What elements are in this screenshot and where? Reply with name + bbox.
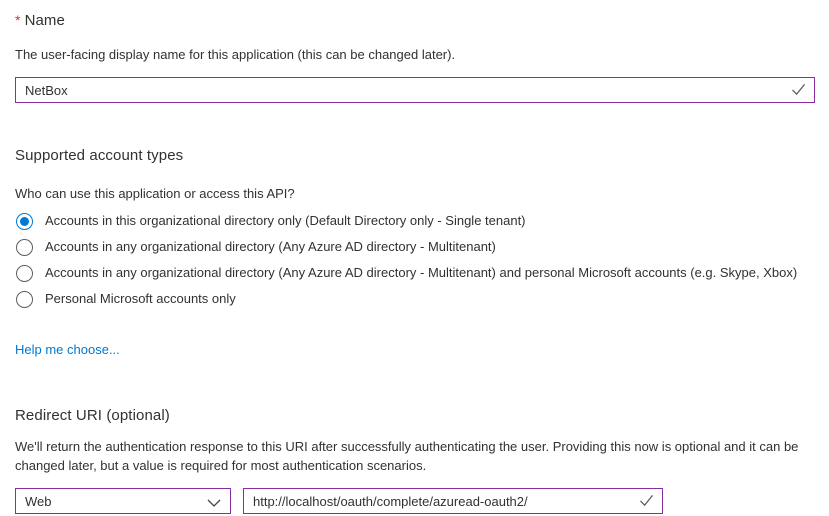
redirect-uri-input-wrap bbox=[243, 488, 663, 514]
radio-option-label: Personal Microsoft accounts only bbox=[45, 291, 236, 306]
radio-button-icon bbox=[16, 291, 33, 308]
radio-option-label: Accounts in this organizational directory only (Default Directory only - Single tenant) bbox=[45, 213, 526, 228]
platform-dropdown[interactable] bbox=[15, 488, 231, 514]
name-title-text: Name bbox=[24, 12, 65, 29]
radio-button-icon bbox=[16, 239, 33, 256]
name-input-wrap bbox=[15, 77, 815, 103]
name-description: The user-facing display name for this application (this can be changed later). bbox=[15, 47, 456, 62]
chevron-down-icon bbox=[207, 499, 221, 507]
redirect-uri-row bbox=[15, 488, 815, 514]
account-types-radio-group bbox=[15, 212, 815, 308]
radio-dot bbox=[20, 269, 29, 278]
required-asterisk: * bbox=[15, 12, 21, 28]
radio-option-label: Accounts in any organizational directory (Any Azure AD directory - Multitenant) and personal Microsoft accounts (e.g. Skype, Xbox) bbox=[45, 265, 798, 280]
radio-dot bbox=[20, 295, 29, 304]
name-input[interactable] bbox=[15, 77, 815, 103]
platform-dropdown-value: Web bbox=[25, 493, 52, 509]
radio-option-multitenant-personal[interactable] bbox=[15, 264, 815, 282]
radio-option-single-tenant[interactable] bbox=[15, 212, 815, 230]
radio-button-icon bbox=[16, 213, 33, 230]
radio-dot bbox=[20, 243, 29, 252]
radio-button-icon bbox=[16, 265, 33, 282]
account-types-question: Who can use this application or access this API? bbox=[15, 186, 295, 201]
radio-dot bbox=[20, 217, 29, 226]
account-types-section-title: Supported account types bbox=[15, 147, 184, 164]
radio-option-multitenant[interactable] bbox=[15, 238, 815, 256]
redirect-uri-input[interactable] bbox=[243, 488, 663, 514]
name-section-title bbox=[15, 10, 815, 31]
radio-option-label: Accounts in any organizational directory (Any Azure AD directory - Multitenant) bbox=[45, 239, 496, 254]
radio-option-personal-only[interactable] bbox=[15, 290, 815, 308]
redirect-uri-description: We'll return the authentication response to this URI after successfully authenticating the user. Providing this now is optional and it can be changed later, but a value is required for most authentication scenarios. bbox=[15, 439, 799, 473]
redirect-uri-section-title: Redirect URI (optional) bbox=[15, 407, 170, 424]
help-me-choose-link[interactable]: Help me choose... bbox=[15, 342, 120, 357]
